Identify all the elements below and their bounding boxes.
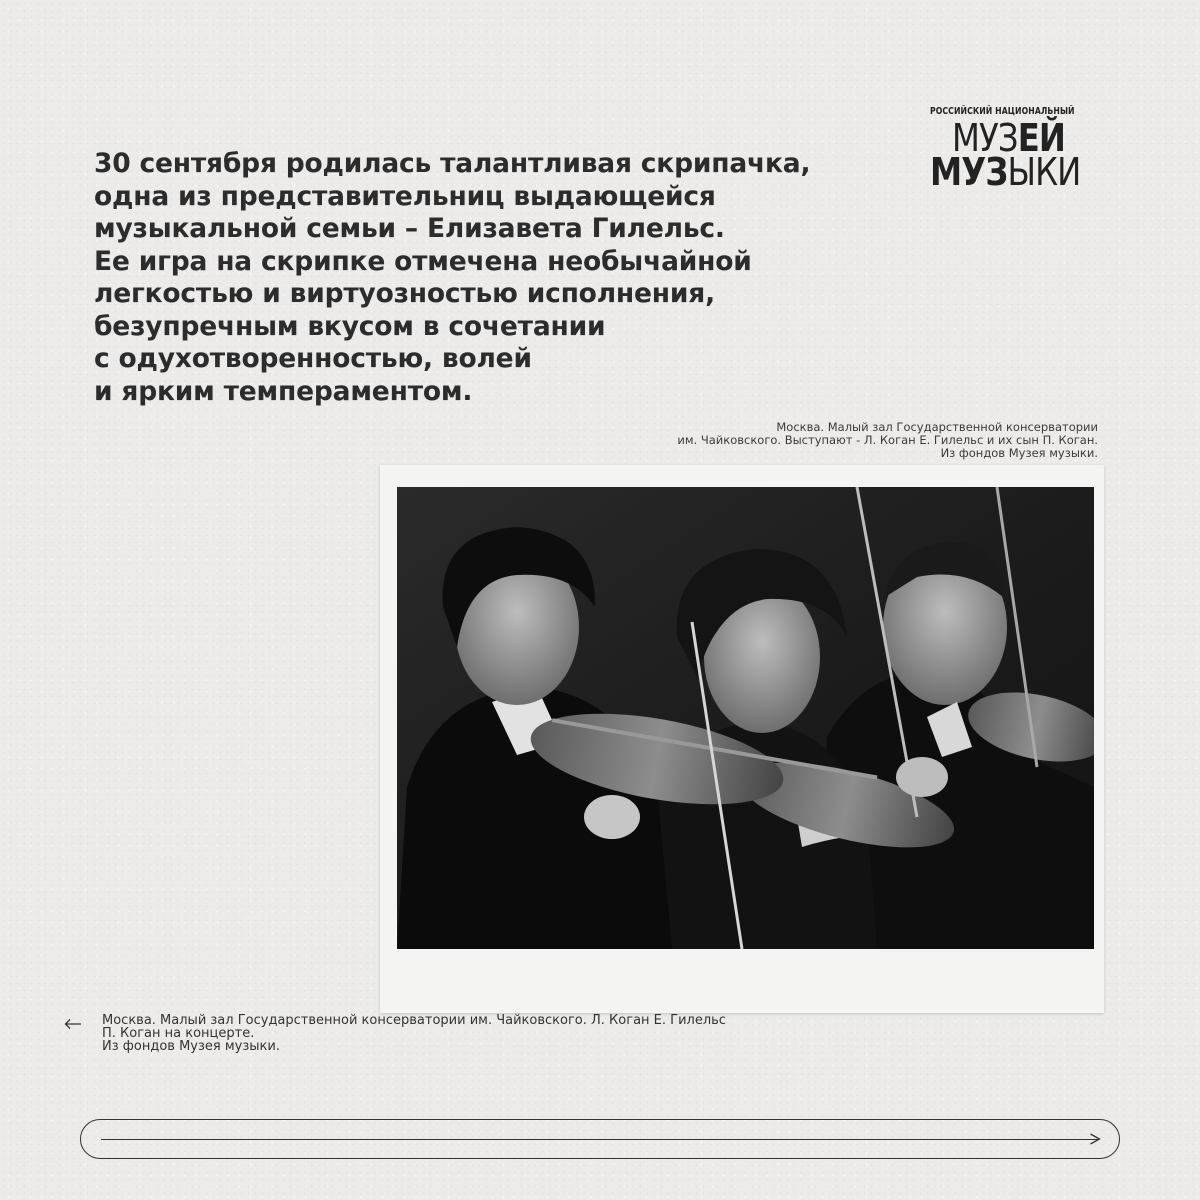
- caption-line: Из фондов Музея музыки.: [102, 1039, 280, 1054]
- photo-frame: [380, 465, 1104, 1013]
- arrow-left-icon[interactable]: [64, 1018, 82, 1030]
- caption-line: Из фондов Музея музыки.: [940, 446, 1098, 460]
- headline-line: музыкальной семьи – Елизавета Гилельс.: [94, 213, 725, 244]
- logo-row-1-part-2: ЕЙ: [1017, 116, 1066, 160]
- caption-line: им. Чайковского. Выступают - Л. Коган Е. Гилельс и их сын П. Коган.: [677, 433, 1098, 447]
- arrow-right-icon[interactable]: [1089, 1133, 1101, 1145]
- logo-row-2: [930, 150, 1081, 194]
- headline-line: с одухотворенностью, волей: [94, 343, 532, 374]
- museum-logo: [930, 106, 1105, 194]
- photo-caption-top: [578, 421, 1098, 460]
- logo-top-line: РОССИЙСКИЙ НАЦИОНАЛЬНЫЙ: [930, 106, 1075, 117]
- concert-photo-illustration: [397, 487, 1094, 949]
- headline-line: 30 сентября родилась талантливая скрипачка,: [94, 148, 811, 179]
- headline-line: легкостью и виртуозностью исполнения,: [94, 278, 715, 309]
- headline-line: одна из представительниц выдающейся: [94, 180, 716, 212]
- caption-line: Москва. Малый зал Государственной консерватории им. Чайковского. Л. Коган Е. Гилельс: [102, 1013, 726, 1028]
- headline-text: [94, 148, 854, 408]
- concert-photo: [397, 487, 1094, 949]
- photo-caption-bottom: [102, 1014, 862, 1053]
- headline-line: безупречным вкусом в сочетании: [94, 310, 606, 342]
- progress-line: [101, 1139, 1099, 1140]
- headline-line: и ярким темпераментом.: [94, 375, 473, 407]
- logo-row-2-part-2: ЫКИ: [1007, 150, 1081, 194]
- headline-line: Ее игра на скрипке отмечена необычайной: [94, 245, 752, 277]
- logo-row-2-part-1: МУЗ: [930, 150, 1008, 194]
- caption-line: П. Коган на концерте.: [102, 1026, 255, 1041]
- caption-line: Москва. Малый зал Государственной консерватории: [776, 420, 1098, 434]
- logo-row-1-part-1: МУЗ: [952, 116, 1018, 160]
- next-slide-bar[interactable]: [80, 1119, 1120, 1159]
